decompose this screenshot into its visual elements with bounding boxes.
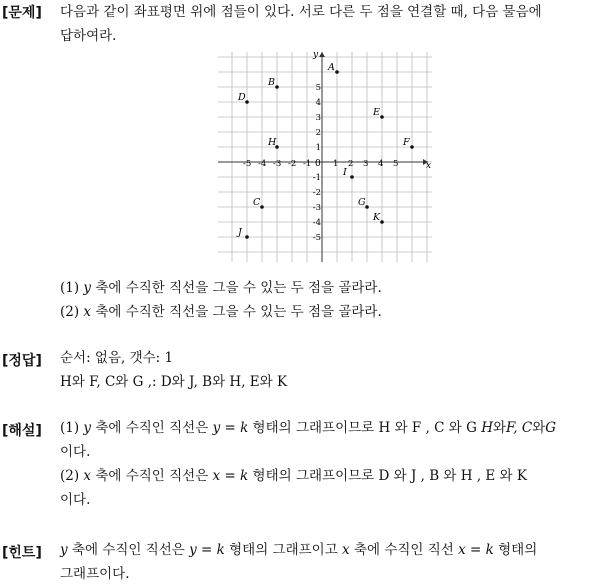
y-tick-label: -1 [312,173,321,183]
point-label-k: K [373,212,381,223]
answer-line-2: H와 F, C와 G ,: D와 J, B와 H, E와 K [60,374,288,390]
point-f [410,145,414,149]
hint-line-1: y 축에 수직인 직선은 y = k 형태의 그래프이고 x 축에 수직인 직선 x = k 형태의 [60,542,538,558]
y-axis-label: y [313,52,319,60]
point-d [245,100,249,104]
point-label-f: F [403,137,410,148]
x-axis-label: x [426,161,432,171]
y-tick-label: 5 [315,83,321,93]
point-label-e: E [373,107,380,118]
point-e [380,115,384,119]
point-k [380,220,384,224]
problem-line-1: 다음과 같이 좌표평면 위에 점들이 있다. 서로 다른 두 점을 연결할 때, 다음 물음에 [60,4,542,20]
x-tick-label: -3 [273,159,282,169]
point-i [350,175,354,179]
x-tick-label: 2 [348,159,354,169]
point-b [275,85,279,89]
y-axis-arrow [319,52,325,57]
problem-line-2: 답하여라. [60,28,117,44]
answer-text [60,346,590,394]
x-tick-label: 3 [363,159,369,169]
point-a [335,70,339,74]
y-tick-label: 1 [315,143,321,153]
point-g [365,205,369,209]
answer-label: [정답] [2,353,42,369]
y-tick-label: 2 [315,128,321,138]
hint-text [60,538,590,586]
y-tick-label: -3 [312,203,321,213]
x-tick-label: 1 [333,159,339,169]
y-tick-label: 4 [315,98,321,108]
answer-line-1: 순서: 없음, 갯수: 1 [60,350,174,366]
point-label-h: H [268,137,277,148]
y-tick-label: -5 [312,233,321,243]
problem-text [60,0,590,48]
x-tick-label: -1 [303,159,312,169]
y-tick-label: 3 [315,113,321,123]
coordinate-plane [218,52,432,262]
x-tick-label: 5 [393,159,399,169]
explanation-label: [해설] [2,423,42,439]
x-tick-label: 4 [378,159,384,169]
point-label-c: C [253,197,261,208]
explanation-line-3: (2) x 축에 수직인 직선은 x = k 형태의 그래프이므로 D 와 J , B 와 H , E 와 K [60,468,527,484]
explanation-text [60,416,590,512]
point-label-g: G [358,197,366,208]
explanation-line-1: (1) y 축에 수직인 직선은 y = k 형태의 그래프이므로 H 와 F , C 와 G H와F, C와G [60,420,557,436]
question-2: (2) x 축에 수직한 직선을 그을 수 있는 두 점을 골라라. [60,304,382,320]
hint-label: [힌트] [2,545,42,561]
explanation-line-4: 이다. [60,492,91,508]
y-tick-label: -2 [312,188,321,198]
point-label-i: I [343,167,347,178]
origin-label: 0 [315,159,321,169]
hint-line-2: 그래프이다. [60,566,130,582]
point-c [260,205,264,209]
x-tick-label: -4 [258,159,267,169]
x-tick-label: -2 [288,159,297,169]
point-label-j: J [238,227,242,238]
question-1: (1) y 축에 수직한 직선을 그을 수 있는 두 점을 골라라. [60,280,382,296]
point-j [245,235,249,239]
point-label-b: B [268,77,275,88]
coordinate-plane-figure [218,52,432,262]
point-label-a: A [328,62,335,73]
y-tick-label: -4 [312,218,321,228]
point-label-d: D [238,92,246,103]
x-tick-label: -5 [243,159,252,169]
questions [60,276,590,324]
explanation-line-2: 이다. [60,444,91,460]
problem-label: [문제] [2,5,42,21]
